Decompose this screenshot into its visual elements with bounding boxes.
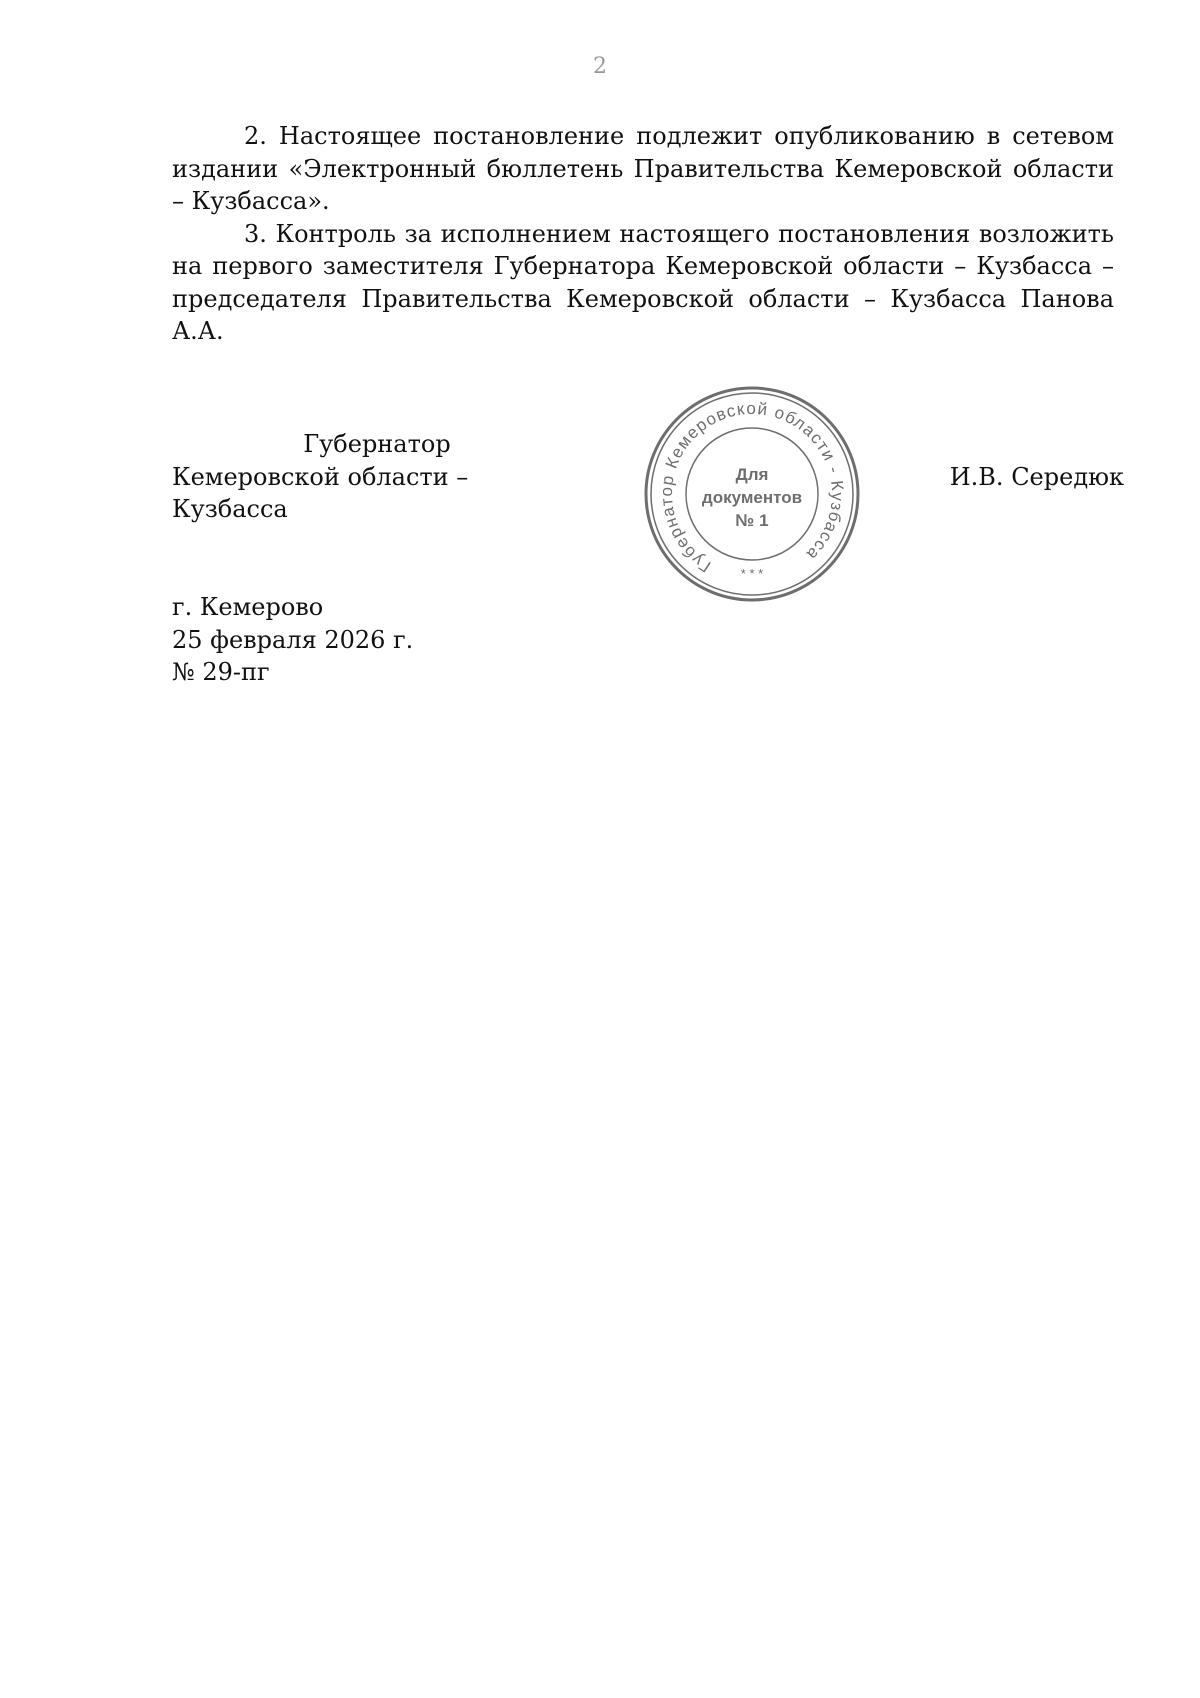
paragraph-publication: 2. Настоящее постановление подлежит опубликованию в сетевом издании «Электронный бюллетень Правительства Кемеровской области – Кузбасса». bbox=[172, 122, 1114, 215]
seal-center-line1: Для bbox=[735, 465, 769, 484]
footer-date: 25 февраля 2026 г. bbox=[172, 625, 414, 654]
seal-graphic bbox=[640, 382, 864, 606]
footer-document-number: № 29-пг bbox=[172, 658, 270, 686]
official-seal-stamp bbox=[640, 382, 864, 606]
document-body bbox=[172, 120, 1114, 348]
signatory-name: И.В. Середюк bbox=[949, 463, 1124, 491]
seal-center-line3: № 1 bbox=[735, 511, 769, 530]
document-footer bbox=[172, 591, 413, 689]
signature-title-region: Кемеровской области – Кузбасса bbox=[172, 462, 469, 523]
seal-bottom-mark: * * * bbox=[740, 566, 764, 581]
signature-title-position: Губернатор bbox=[303, 430, 451, 458]
signature-title bbox=[172, 428, 582, 526]
seal-ring-text: Губернатор Кемеровской области - Кузбасса bbox=[656, 398, 848, 576]
page-number: 2 bbox=[593, 54, 607, 79]
seal-center-line2: документов bbox=[701, 488, 803, 507]
footer-city: г. Кемерово bbox=[172, 593, 324, 621]
paragraph-control: 3. Контроль за исполнением настоящего постановления возложить на первого заместителя Губернатора Кемеровской области – Кузбасса – председателя Правительства Кемеровской области – Кузбасса Панова А.А. bbox=[172, 219, 1114, 345]
